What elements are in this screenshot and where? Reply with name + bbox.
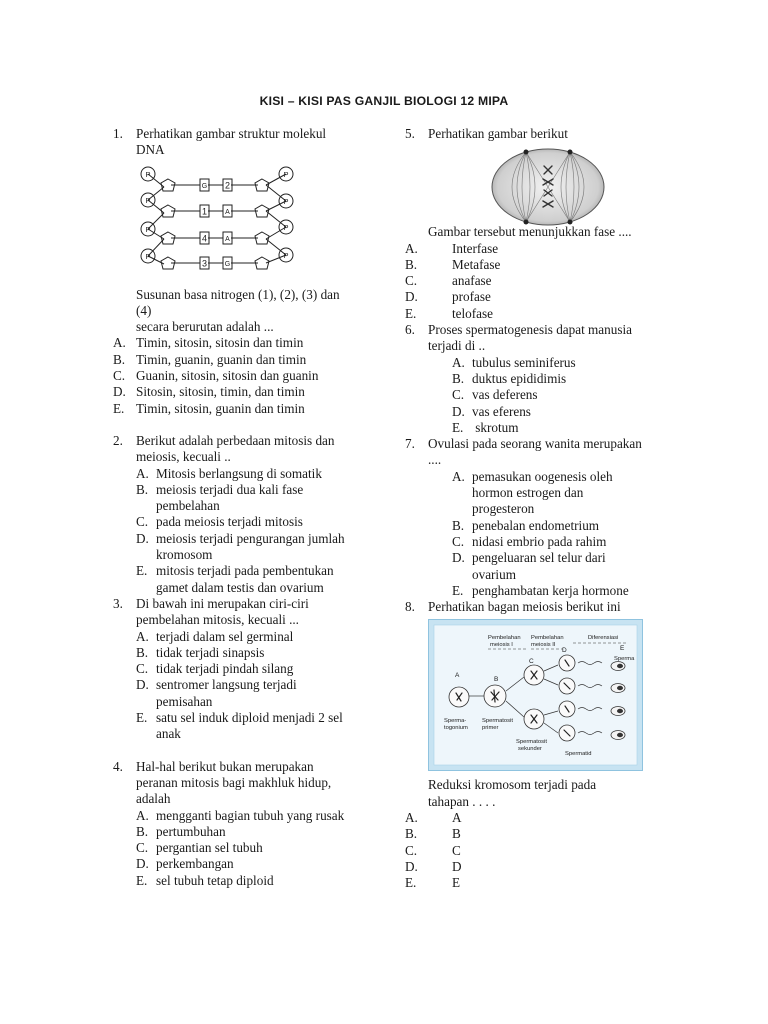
option-text — [136, 335, 363, 351]
option-letter: C. — [405, 842, 418, 858]
answer-option[interactable] — [136, 466, 363, 482]
meiosis-label: Sperma — [614, 656, 635, 663]
answer-option[interactable] — [136, 677, 363, 710]
option-letter: D. — [452, 403, 465, 419]
option-text — [156, 808, 363, 824]
meiosis-label: meiosis I — [490, 642, 513, 649]
base-label-1: 1 — [201, 206, 208, 217]
question-text — [428, 599, 680, 615]
stage-label-c: C — [529, 658, 534, 666]
meiosis-label: togonium — [444, 725, 468, 732]
option-text-line: meiosis terjadi pengurangan jumlah — [156, 530, 345, 546]
question-row — [113, 126, 363, 159]
question-text — [136, 596, 363, 629]
question-row — [113, 596, 363, 629]
dna-structure-figure — [138, 163, 313, 281]
option-text — [156, 873, 363, 889]
option-letter: E. — [136, 872, 148, 888]
option-text-line: telofase — [452, 305, 494, 321]
meiosis-label: Diferensiasi — [588, 635, 619, 642]
option-text-line: vas eferens — [472, 403, 531, 419]
option-text — [472, 387, 680, 403]
option-letter: B. — [405, 256, 418, 272]
answer-option[interactable] — [113, 401, 363, 417]
question-5 — [405, 126, 680, 322]
option-text-line: C — [452, 842, 461, 858]
question-number: 6. — [405, 322, 415, 338]
option-text — [472, 550, 680, 583]
answer-option[interactable] — [136, 563, 363, 596]
meiosis-label: meiosis II — [531, 642, 556, 649]
option-text-line: Interfase — [452, 240, 499, 256]
answer-option[interactable] — [452, 583, 680, 599]
answer-option[interactable] — [405, 306, 680, 322]
question-text — [428, 322, 680, 355]
phosphate-label: P — [283, 222, 289, 232]
option-text-line: meiosis terjadi dua kali fase — [156, 481, 304, 497]
answer-option[interactable] — [136, 514, 363, 530]
question-stem-continued — [136, 287, 363, 336]
option-text-line: duktus epididimis — [472, 370, 567, 386]
option-text — [156, 710, 363, 743]
answer-option[interactable] — [136, 808, 363, 824]
option-text — [472, 583, 680, 599]
option-text — [452, 257, 680, 273]
meiosis-diagram-figure — [428, 619, 643, 771]
answer-option[interactable] — [452, 371, 680, 387]
question-text-line: adalah — [136, 791, 171, 807]
option-letter: A. — [113, 335, 126, 351]
question-text-line: (4) — [136, 302, 152, 318]
answer-option[interactable] — [405, 875, 680, 891]
option-letter: D. — [405, 858, 418, 874]
option-text-line: satu sel induk diploid menjadi 2 sel — [156, 710, 343, 726]
option-letter: A. — [452, 468, 465, 484]
question-row — [405, 322, 680, 355]
option-text-line: Guanin, sitosin, sitosin dan guanin — [136, 368, 319, 384]
answer-option[interactable] — [136, 824, 363, 840]
option-text-line: pembelahan — [156, 498, 220, 514]
answer-option[interactable] — [405, 826, 680, 842]
question-text — [428, 436, 680, 469]
question-text-line: Susunan basa nitrogen (1), (2), (3) dan — [136, 286, 340, 302]
answer-option[interactable] — [452, 420, 680, 436]
question-text-line: DNA — [136, 142, 165, 158]
option-letter: E. — [452, 582, 464, 598]
option-text — [136, 368, 363, 384]
question-row — [405, 126, 680, 142]
option-text — [156, 840, 363, 856]
stage-label-d: D — [562, 647, 567, 655]
answer-option[interactable] — [113, 384, 363, 400]
option-letter: E. — [136, 710, 148, 726]
option-text-line: tidak terjadi sinapsis — [156, 644, 265, 660]
question-6 — [405, 322, 680, 436]
answer-option[interactable] — [452, 469, 680, 518]
option-text — [452, 241, 680, 257]
option-letter: D. — [136, 530, 149, 546]
option-letter: D. — [136, 677, 149, 693]
phosphate-label: P — [145, 195, 151, 205]
option-text-line: perkembangan — [156, 856, 234, 872]
option-text — [472, 469, 680, 518]
option-letter: B. — [136, 823, 149, 839]
question-text-line: Ovulasi pada seorang wanita merupakan — [428, 436, 642, 452]
option-text — [452, 875, 680, 891]
document-title: KISI – KISI PAS GANJIL BIOLOGI 12 MIPA — [259, 94, 509, 108]
answer-option[interactable] — [136, 873, 363, 889]
answer-option[interactable] — [405, 273, 680, 289]
option-letter: B. — [113, 351, 126, 367]
answer-option[interactable] — [136, 710, 363, 743]
question-number: 5. — [405, 126, 415, 141]
answer-option[interactable] — [113, 335, 363, 351]
option-text-line: pemasukan oogenesis oleh — [472, 468, 613, 484]
option-text — [156, 514, 363, 530]
answer-option[interactable] — [136, 482, 363, 515]
answer-option[interactable] — [113, 352, 363, 368]
option-text — [472, 420, 680, 436]
question-1 — [113, 126, 363, 433]
meiosis-label: Spermatosit — [516, 739, 547, 746]
question-text — [136, 759, 363, 808]
question-number: 4. — [113, 758, 123, 774]
option-text-line: anak — [156, 726, 181, 742]
answer-option[interactable] — [405, 843, 680, 859]
question-text — [428, 126, 680, 142]
option-text-line: Metafase — [452, 256, 501, 272]
option-text-line: E — [452, 875, 461, 891]
question-text-line: terjadi di .. — [428, 338, 486, 354]
option-letter: E. — [113, 400, 125, 416]
option-text — [452, 810, 680, 826]
option-text — [156, 531, 363, 564]
option-text — [452, 289, 680, 305]
question-number: 1. — [113, 126, 123, 141]
option-letter: C. — [113, 368, 126, 384]
base-label-4: 4 — [201, 233, 208, 244]
question-text-line: tahapan . . . . — [428, 793, 496, 809]
option-text-line: Timin, guanin, guanin dan timin — [136, 351, 307, 367]
option-text — [156, 466, 363, 482]
option-text-line: progesteron — [472, 501, 535, 517]
answer-option[interactable] — [136, 856, 363, 872]
option-text — [472, 355, 680, 371]
option-text-line: mitosis terjadi pada pembentukan — [156, 563, 334, 579]
question-row — [113, 433, 363, 466]
question-3 — [113, 596, 363, 759]
answer-option[interactable] — [405, 810, 680, 826]
phosphate-label: P — [145, 169, 151, 179]
question-text-line: Hal-hal berikut bukan merupakan — [136, 758, 314, 774]
option-letter: C. — [136, 514, 149, 530]
left-column — [113, 126, 363, 889]
base-label-g: G — [224, 260, 231, 268]
option-text-line: D — [452, 858, 462, 874]
option-letter: A. — [405, 810, 418, 826]
option-text-line: pengeluaran sel telur dari — [472, 550, 606, 566]
question-text — [136, 433, 363, 466]
stage-label-a: A — [455, 672, 460, 680]
answer-option[interactable] — [452, 355, 680, 371]
question-row — [405, 599, 680, 615]
answer-options — [136, 466, 363, 596]
option-text-line: gamet dalam testis dan ovarium — [156, 579, 324, 595]
option-text — [452, 843, 680, 859]
option-text-line: vas deferens — [472, 387, 538, 403]
option-text — [156, 677, 363, 710]
option-text — [452, 306, 680, 322]
answer-option[interactable] — [452, 518, 680, 534]
spacer — [113, 417, 363, 433]
question-text-line: peranan mitosis bagi makhluk hidup, — [136, 774, 332, 790]
stage-label-b: B — [494, 676, 499, 684]
meiosis-label: Pembelahan — [531, 635, 564, 642]
option-text-line: nidasi embrio pada rahim — [472, 533, 607, 549]
option-letter: D. — [136, 856, 149, 872]
option-text-line: ovarium — [472, 566, 516, 582]
option-text-line: terjadi dalam sel germinal — [156, 628, 294, 644]
spacer — [113, 743, 363, 759]
base-label-a: A — [225, 235, 230, 243]
meiosis-label: Spermatosit — [482, 718, 513, 725]
question-number: 3. — [113, 595, 123, 611]
option-text-line: kromosom — [156, 547, 213, 563]
answer-options — [136, 629, 363, 743]
option-text-line: hormon estrogen dan — [472, 485, 584, 501]
question-stem-continued — [428, 224, 680, 240]
question-4 — [113, 759, 363, 889]
stage-label-e: E — [620, 645, 625, 653]
option-letter: E. — [136, 563, 148, 579]
answer-option[interactable] — [136, 531, 363, 564]
answer-option[interactable] — [136, 629, 363, 645]
answer-options — [452, 355, 680, 436]
option-text-line: pemisahan — [156, 693, 213, 709]
option-letter: D. — [405, 289, 418, 305]
option-text — [472, 534, 680, 550]
option-letter: B. — [452, 370, 465, 386]
option-text-line: Timin, sitosin, guanin dan timin — [136, 400, 305, 416]
base-label-3: 3 — [201, 258, 208, 269]
option-letter: E. — [452, 419, 464, 435]
option-text — [472, 404, 680, 420]
base-label-a: A — [225, 208, 230, 216]
option-text-line: pada meiosis terjadi mitosis — [156, 514, 303, 530]
option-letter: B. — [405, 826, 418, 842]
option-letter: C. — [452, 533, 465, 549]
base-label-g: G — [201, 182, 208, 190]
meiosis-label: Spermatid — [565, 751, 592, 758]
option-letter: B. — [136, 644, 149, 660]
option-text — [136, 352, 363, 368]
question-text-line: Proses spermatogenesis dapat manusia — [428, 322, 632, 338]
phosphate-label: P — [145, 224, 151, 234]
option-letter: E. — [405, 875, 417, 891]
question-text-line: pembelahan mitosis, kecuali ... — [136, 612, 299, 628]
option-text-line: sentromer langsung terjadi — [156, 677, 297, 693]
answer-options — [136, 808, 363, 889]
question-text-line: secara berurutan adalah ... — [136, 319, 274, 335]
phosphate-label: P — [283, 250, 289, 260]
answer-option[interactable] — [405, 257, 680, 273]
question-7 — [405, 436, 680, 599]
question-text-line: Perhatikan gambar berikut — [428, 126, 568, 141]
option-text-line: profase — [452, 289, 491, 305]
option-text-line: skrotum — [472, 419, 519, 435]
question-text-line: Gambar tersebut menunjukkan fase .... — [428, 224, 632, 240]
option-text — [156, 629, 363, 645]
option-text — [452, 826, 680, 842]
option-text — [472, 371, 680, 387]
question-stem-continued — [428, 777, 680, 810]
option-text-line: penghambatan kerja hormone — [472, 582, 629, 598]
option-text — [136, 384, 363, 400]
option-letter: C. — [136, 840, 149, 856]
question-8 — [405, 599, 680, 891]
option-text — [452, 859, 680, 875]
option-letter: A. — [136, 628, 149, 644]
meiosis-label: primer — [482, 725, 499, 732]
option-text-line: tidak terjadi pindah silang — [156, 661, 294, 677]
option-text-line: pertumbuhan — [156, 823, 226, 839]
option-text-line: Sitosin, sitosin, timin, dan timin — [136, 384, 305, 400]
option-text — [156, 661, 363, 677]
option-letter: E. — [405, 305, 417, 321]
option-letter: A. — [136, 807, 149, 823]
option-letter: B. — [136, 481, 149, 497]
question-text-line: .... — [428, 452, 442, 468]
base-label-2: 2 — [224, 180, 231, 191]
option-letter: A. — [452, 354, 465, 370]
meiosis-label: Sperma- — [444, 718, 467, 725]
question-text-line: Berikut adalah perbedaan mitosis dan — [136, 432, 335, 448]
option-text-line: tubulus seminiferus — [472, 354, 576, 370]
answer-options — [452, 469, 680, 599]
option-text — [156, 563, 363, 596]
answer-option[interactable] — [452, 387, 680, 403]
option-text-line: Timin, sitosin, sitosin dan timin — [136, 335, 304, 351]
option-text — [156, 824, 363, 840]
option-text — [156, 856, 363, 872]
option-text-line: penebalan endometrium — [472, 517, 600, 533]
option-text-line: pergantian sel tubuh — [156, 840, 263, 856]
right-column — [405, 126, 680, 892]
question-2 — [113, 433, 363, 596]
option-text — [136, 401, 363, 417]
question-text-line: Perhatikan gambar struktur molekul — [136, 126, 327, 141]
answer-option[interactable] — [405, 859, 680, 875]
phosphate-label: P — [283, 169, 289, 179]
question-text — [136, 126, 363, 159]
answer-options — [113, 335, 363, 416]
answer-option[interactable] — [452, 534, 680, 550]
phosphate-label: P — [145, 251, 151, 261]
option-letter: C. — [136, 661, 149, 677]
option-text-line: sel tubuh tetap diploid — [156, 872, 274, 888]
question-number: 7. — [405, 436, 415, 452]
answer-option[interactable] — [452, 550, 680, 583]
answer-option[interactable] — [113, 368, 363, 384]
option-text-line: A — [452, 810, 462, 826]
question-number: 2. — [113, 432, 123, 448]
answer-option[interactable] — [405, 241, 680, 257]
meiosis-label: Pembelahan — [488, 635, 521, 642]
question-text-line: meiosis, kecuali .. — [136, 449, 231, 465]
option-letter: A. — [136, 465, 149, 481]
answer-options — [405, 241, 680, 322]
answer-option[interactable] — [405, 289, 680, 305]
option-letter: A. — [405, 240, 418, 256]
option-text — [156, 645, 363, 661]
option-text — [156, 482, 363, 515]
question-number: 8. — [405, 599, 415, 615]
phosphate-label: P — [283, 196, 289, 206]
option-text-line: anafase — [452, 273, 492, 289]
option-letter: C. — [452, 387, 465, 403]
option-text-line: B — [452, 826, 461, 842]
meiosis-label: sekunder — [518, 746, 542, 753]
option-letter: B. — [452, 517, 465, 533]
option-text — [452, 273, 680, 289]
answer-option[interactable] — [136, 661, 363, 677]
option-text-line: mengganti bagian tubuh yang rusak — [156, 807, 345, 823]
answer-options — [405, 810, 680, 891]
question-text-line: Reduksi kromosom terjadi pada — [428, 777, 597, 793]
answer-option[interactable] — [452, 404, 680, 420]
option-letter: D. — [452, 550, 465, 566]
option-letter: C. — [405, 273, 418, 289]
answer-option[interactable] — [136, 840, 363, 856]
option-text — [472, 518, 680, 534]
option-text-line: Mitosis berlangsung di somatik — [156, 465, 322, 481]
option-letter: D. — [113, 384, 126, 400]
answer-option[interactable] — [136, 645, 363, 661]
question-text-line: Perhatikan bagan meiosis berikut ini — [428, 599, 621, 615]
question-text-line: Di bawah ini merupakan ciri-ciri — [136, 595, 309, 611]
question-row — [113, 759, 363, 808]
question-row — [405, 436, 680, 469]
mitosis-cell-figure — [488, 144, 608, 230]
